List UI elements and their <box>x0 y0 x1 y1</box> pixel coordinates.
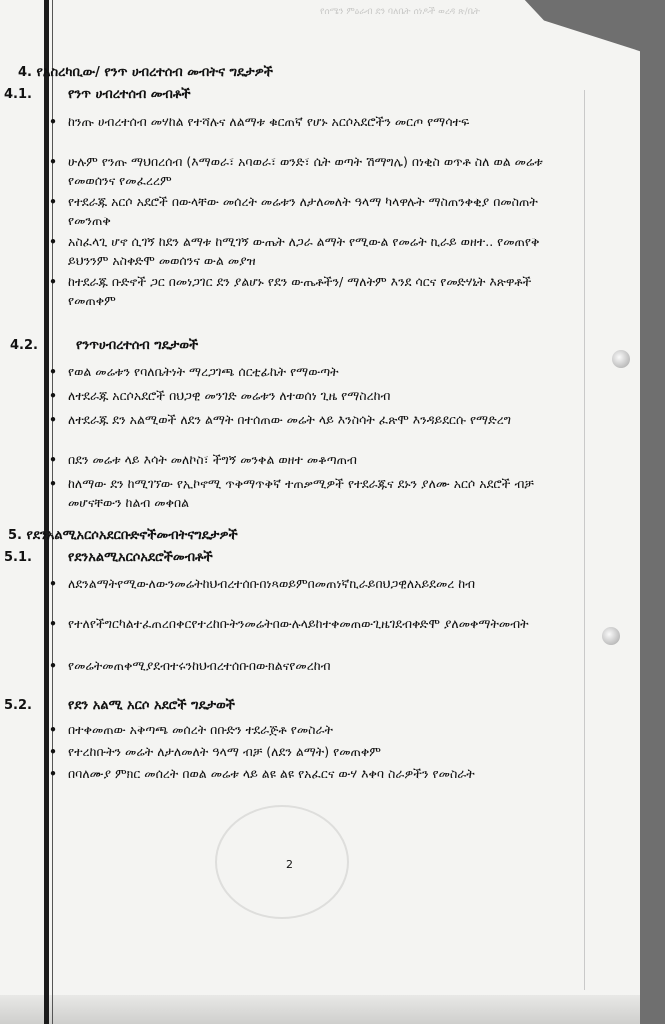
list-item: • ለደንልማትየሚውለውንመሬትከህብረተሰቡበነጻወይምበመጠነኛኪራይበህጋዊለአይደመረ ከብ <box>49 576 476 591</box>
list-item: • የተረከቡትን መሬት ለታለመለት ዓላማ ብቻ (ለደን ልማት) የመጠቀም <box>49 744 381 759</box>
section-5-2-heading: የደን አልሚ አርሶ አደሮች ግዴታወች <box>68 698 235 713</box>
header-stamp-text: የሰሜን ምዕራብ ደን ባለቤት ሰነዶች ወረዳ ጽ/ቤት <box>320 7 480 17</box>
section-4-1-heading: የንጥ ሀብረተሰብ መብቶች <box>68 87 191 102</box>
section-5-1-number: 5.1. <box>4 550 32 565</box>
list-item: • የመሬትመጠቀሚያደብተሩንከህብረተሰቡበውክልናየመረከብ <box>49 658 331 673</box>
section-4-1-number: 4.1. <box>4 87 32 102</box>
list-item: • ከንጡ ሀብረተሰብ መሃከል የተሻሉና ለልማቱ ቁርጠኛ የሆኑ አርሶአደሮችን መርጦ የማሳተፍ <box>49 114 470 129</box>
section-4-2-heading: የንጥሀብረተሰብ ግዴታወች <box>76 338 199 353</box>
list-item: • ሁሉም የንጡ ማህበረሰብ (እማወራ፣ አባወራ፣ ወንድ፣ ሴት ወጣት ሽማግሌ) በነቂስ ወጥቶ ስለ ወል መሬቱ የመወሰንና የመፈረረም <box>49 154 543 188</box>
section-5-heading: 5. የደንአልሚአርሶአደርቡድኖችመብትናግዴታዎች <box>8 528 238 543</box>
section-5-2-number: 5.2. <box>4 698 32 713</box>
page-number: 2 <box>286 858 293 871</box>
list-item: • በባለሙያ ምክር መሰረት በወል መሬቱ ላይ ልዩ ልዩ የአፈርና ውሃ እቀባ ስራዎችን የመስራት <box>49 766 475 781</box>
list-item: • ለተደራጁ ደን አልሚወች ለደን ልማት በተሰጠው መሬት ላይ እንስሳት ፈጽሞ እንዳይደርሱ የማድረግ <box>49 412 511 427</box>
section-4-2-number: 4.2. <box>10 338 38 353</box>
list-item: • በደን መሬቱ ላይ እሳት መለኮስ፣ ችግኝ መንቀል ወዘተ መቆጣጠብ <box>49 452 357 467</box>
list-item: • የተለየችግርካልተፈጠረበቀርየተረከቡትንመሬትበውሉላይከተቀመጠውጊዜገደብቀድሞ ያለመቀማትመብት <box>49 616 529 631</box>
list-item: • ከለማው ደን ከሚገኘው የኢኮኖሚ ጥቅማጥቅኛ ተጠቃሚዎች የተደራጁና ደኑን ያለሙ አርሶ አደሮች ብቻ መሆናቸውን ከልብ መቀበል <box>49 476 534 510</box>
list-item: • የተደራጁ አርሶ አደሮች በውላቸው መሰረት መሬቱን ለታለመለት ዓላማ ካላዋሉት ማስጠንቀቂያ በመስጠት የመንጠቅ <box>49 194 538 228</box>
list-item: • የወል መሬቱን የባለቤትነት ማረጋገጫ ሰርቲፊኬት የማውጣት <box>49 364 339 379</box>
list-item: • ከተደራጁ ቡድኖች ጋር በመነጋገር ደን ያልሆኑ የደን ውጤቶችን/ ማለትም እንደ ሳርና የመድሃኒት እጽዋቶች የመጠቀም <box>49 274 532 308</box>
section-4-heading: 4. የአስረካቢው/ የንጥ ሀብረተሰብ መብትና ግዴታዎች <box>18 65 273 80</box>
list-item: • ለተደራጁ አርሶአደሮች በህጋዊ መንገድ መሬቱን ለተወሰነ ጊዜ የማስረከብ <box>49 388 391 403</box>
section-5-1-heading: የደንአልሚአርሶአደሮችመብቶች <box>68 550 213 565</box>
list-item: • በተቀመጠው አቅጣጫ መሰረት በቡድን ተደራጅቶ የመስራት <box>49 722 333 737</box>
list-item: • አስፈላጊ ሆኖ ሲገኝ ከደን ልማቱ ከሚገኝ ውጤት ለጋራ ልማት የሚውል የመሬት ኪራይ ወዘተ.. የመጠየቅ ይህንንም አስቀድሞ መወሰንና ውል መያዝ <box>49 234 540 268</box>
